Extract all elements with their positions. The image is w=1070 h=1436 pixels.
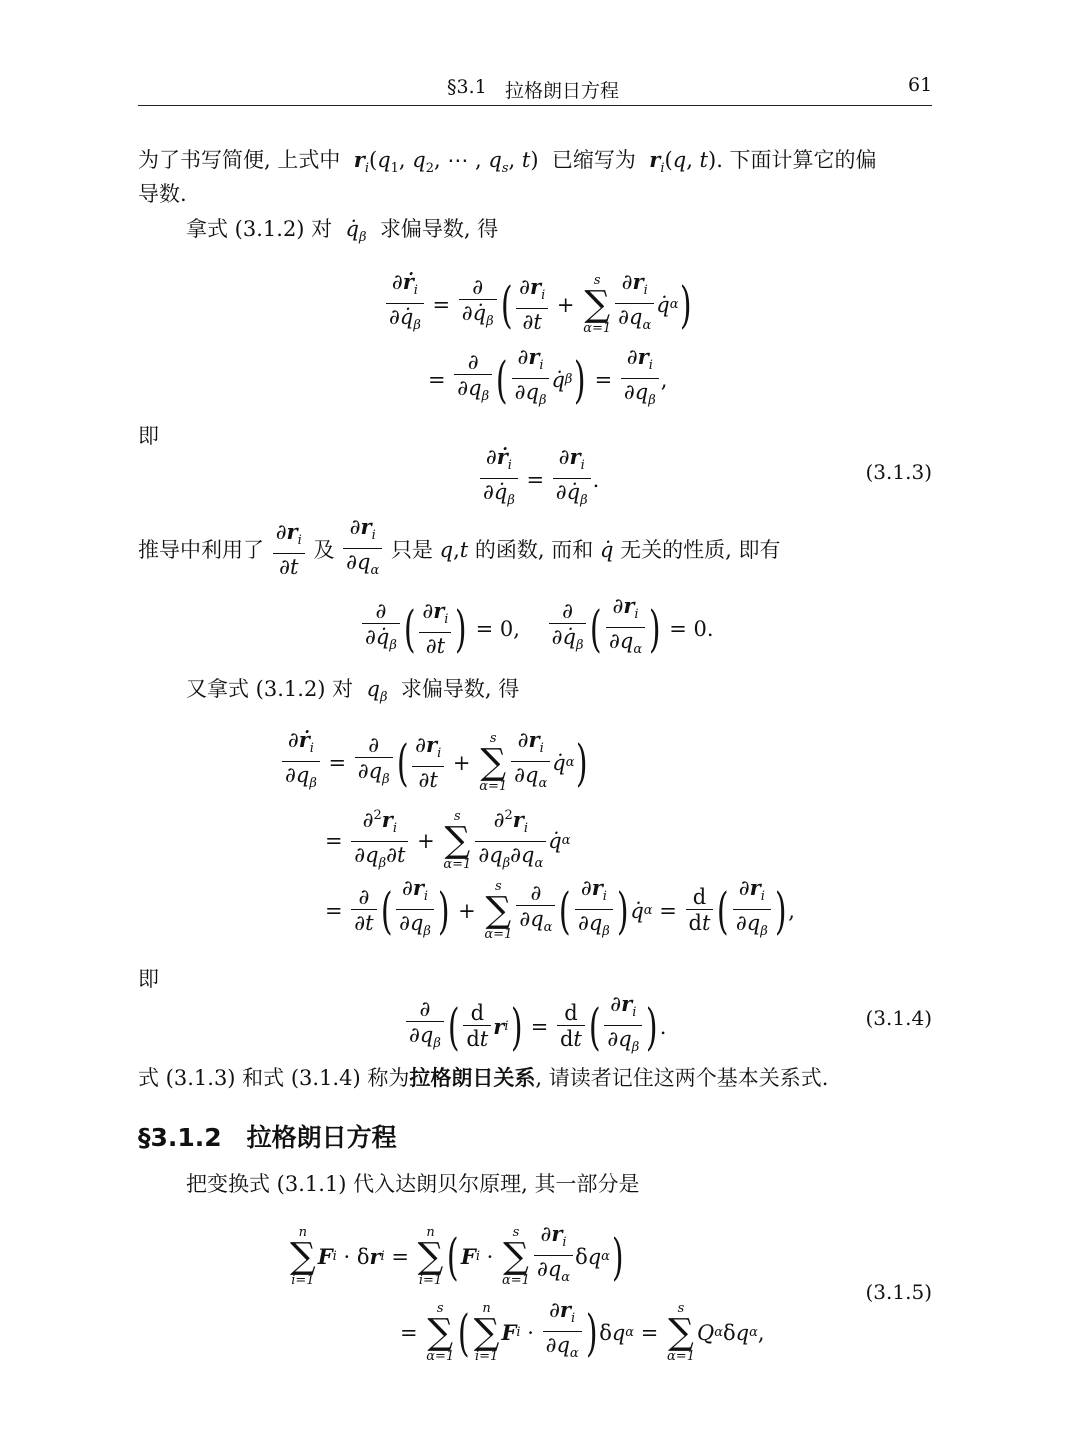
display-equation: = $\frac{\partial^2r_i}{\partial q_\beta\partial t}$ + s ∑ α=1 $\frac{\partial^2r_i}{\partial q_\beta\partial q_\alpha}$ q̇ α (325, 804, 570, 877)
paragraph-line: 导数. (138, 182, 187, 206)
math-inline: $q̇_\beta$ (345, 217, 367, 246)
text-run: 为了书写简便, 上式中 (138, 148, 341, 172)
equation-number: (3.1.5) (865, 1280, 932, 1304)
running-header-section: §3.1 (447, 76, 487, 98)
text-run: 及 (313, 537, 335, 562)
text-run: 式 (3.1.3) 和式 (3.1.4) 称为 (138, 1066, 410, 1090)
math-inline: $q_\beta$ (366, 677, 388, 706)
display-equation: $\frac{\partial}{\partial q_\beta}$ ( $\frac{d}{dt}$ r i ) = $\frac{d}{dt}$ ( $\frac{\partial r_i}{\partial q_\beta}$ ) . (404, 992, 666, 1061)
header-rule (138, 105, 932, 106)
paragraph-line (186, 215, 498, 252)
text-run: 已缩写为 (551, 148, 636, 172)
paragraph-line (138, 1064, 828, 1092)
paragraph-line: 即 (138, 424, 159, 448)
display-equation: $\frac{\partial}{\partial q̇_\beta}$ ( $\frac{\partial r_i}{\partial t}$ ) = 0, $\frac{\partial}{\partial q̇_\beta}$ ( $\frac{\partial r_i}{\partial q_\alpha}$ ) = 0. (360, 594, 714, 663)
text-run: 拿式 (3.1.2) 对 (186, 217, 333, 241)
page-number: 61 (908, 74, 933, 96)
running-header-title: 拉格朗日方程 (505, 80, 620, 102)
text-run: 求偏导数, 得 (400, 677, 520, 701)
display-equation: = $\frac{\partial}{\partial q_\beta}$ ( $\frac{\partial r_i}{\partial q_\beta}$ q̇ β ) = $\frac{\partial r_i}{\partial q_\beta}$ , (428, 344, 668, 409)
equation-number: (3.1.4) (865, 1006, 932, 1030)
math-inline: $r_i(q$, t) (649, 147, 717, 177)
bold-term: 拉格朗日关系 (409, 1066, 536, 1090)
paragraph-line (138, 146, 877, 183)
paragraph-line (186, 675, 519, 712)
text-run: 只是 (390, 537, 433, 562)
section-heading: §3.1.2 拉格朗日方程 (138, 1123, 397, 1152)
paragraph-line: 把变换式 (3.1.1) 代入达朗贝尔原理, 其一部分是 (186, 1172, 640, 1196)
display-equation: = $\frac{\partial}{\partial t}$ ( $\frac{\partial r_i}{\partial q_\beta}$ ) + s ∑ α=1 $\frac{\partial}{\partial q_\alpha}$ ( $\frac{\partial r_i}{\partial q_\beta}$ ) q̇ α = $\frac{d}{dt}$ ( $\frac{\partial r_i}{\partial q_\beta}$ ) , (325, 875, 795, 942)
display-equation: $\frac{\partial ṙ_i}{\partial q̇_\beta}$ = $\frac{\partial}{\partial q̇_\beta}$ ( $\frac{\partial r_i}{\partial t}$ + s ∑ α=1 $\frac{\partial r_i}{\partial q_\alpha}$ q̇ α ) (384, 270, 694, 339)
text-run: 无关的性质, 即有 (620, 537, 781, 562)
equation-number: (3.1.3) (865, 460, 932, 484)
paragraph-line: 推导中利用了 $\frac{\partial r_i}{\partial t}$ 及 $\frac{\partial r_i}{\partial q_\alpha}$ 只是 q , t 的函数, 而和 q̇ 无关的性质, 即有 (138, 514, 781, 579)
text-run: 求偏导数, 得 (379, 217, 499, 241)
display-equation: $\frac{\partial ṙ_i}{\partial q̇_\beta}$ = $\frac{\partial r_i}{\partial q̇_\beta}$ . (478, 445, 599, 514)
text-run: . 下面计算它的偏 (716, 148, 877, 172)
display-equation: $\frac{\partial ṙ_i}{\partial q_\beta}$ = $\frac{\partial}{\partial q_\beta}$ ( $\frac{\partial r_i}{\partial t}$ + s ∑ α=1 $\frac{\partial r_i}{\partial q_\alpha}$ q̇ α ) (280, 728, 590, 797)
display-equation: n ∑ i=1 F i · δ r i = n ∑ i=1 ( F i · s ∑ α=1 $\frac{\partial r_i}{\partial q_\alpha}$ δ q α ) (290, 1221, 624, 1288)
text-run: , 请读者记住这两个基本关系式. (535, 1066, 829, 1090)
paragraph-line: 即 (138, 967, 159, 991)
text-run: 推导中利用了 (138, 537, 264, 562)
text-run: 的函数, 而和 (474, 537, 594, 562)
display-equation: = s ∑ α=1 ( n ∑ i=1 F i · $\frac{\partial r_i}{\partial q_\alpha}$ ) δ q α = s ∑ α=1 Q α δ q α , (400, 1297, 765, 1364)
math-inline: $r_i(q_1$, $q_2$, ⋯ , $q_s$, t) (353, 147, 546, 177)
text-run: 又拿式 (3.1.2) 对 (186, 677, 354, 701)
